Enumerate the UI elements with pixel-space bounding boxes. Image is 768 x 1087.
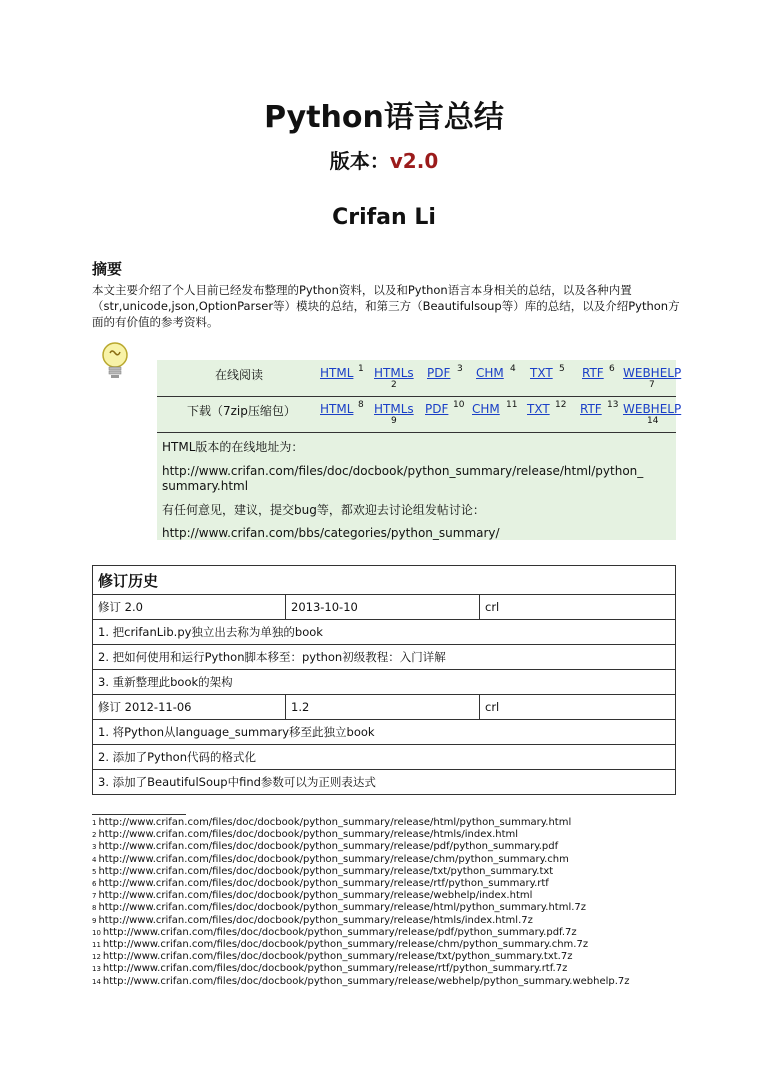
footnote-ref: 10: [453, 400, 465, 410]
footnote-item: $^8$ http://www.crifan.com/files/doc/docbook/python_summary/release/html/python_summary.html.7z: [92, 902, 587, 914]
table-row: [93, 695, 676, 720]
revision-history-heading: 修订历史: [93, 566, 676, 595]
footnote-url[interactable]: http://www.crifan.com/files/doc/docbook/python_summary/release/pdf/python_summary.pdf.7z: [102, 926, 577, 938]
revision-number: 修订 2012-11-06: [93, 695, 286, 720]
online-htmls-link[interactable]: HTMLs: [374, 366, 414, 380]
footnote-url[interactable]: http://www.crifan.com/files/doc/docbook/python_summary/release/txt/python_summary.txt.7z: [102, 951, 573, 963]
online-pdf-link[interactable]: PDF: [427, 366, 451, 380]
revision-item: 2. 把如何使用和运行Python脚本移至：python初级教程：入门详解: [93, 645, 676, 670]
table-row: [93, 620, 676, 645]
footnote-item: $^{11}$ http://www.crifan.com/files/doc/docbook/python_summary/release/chm/python_summary.chm.7z: [92, 939, 589, 951]
footnote-ref: 8: [358, 400, 364, 410]
footnotes: [92, 817, 630, 988]
footnote-ref: 13: [607, 400, 619, 410]
table-row: [93, 770, 676, 795]
revision-item: 2. 添加了Python代码的格式化: [93, 745, 676, 770]
footnote-item: $^{12}$ http://www.crifan.com/files/doc/docbook/python_summary/release/txt/python_summary.txt.7z: [92, 951, 573, 963]
online-webhelp-link[interactable]: WEBHELP: [623, 366, 682, 380]
download-chm-link[interactable]: CHM: [472, 402, 500, 416]
footnote-item: $^4$ http://www.crifan.com/files/doc/docbook/python_summary/release/chm/python_summary.chm: [92, 853, 569, 865]
version-value: v2.0: [389, 149, 439, 173]
revision-number: 修订 2.0: [93, 595, 286, 620]
document-title: Python语言总结: [264, 100, 504, 135]
footnote-url[interactable]: http://www.crifan.com/files/doc/docbook/python_summary/release/webhelp/python_summary.webhelp.7z: [102, 975, 630, 987]
footnote-ref: 5: [559, 364, 565, 374]
footnote-item: $^2$ http://www.crifan.com/files/doc/docbook/python_summary/release/htmls/index.html: [92, 829, 519, 841]
revision-item: 1. 将Python从language_summary移至此独立book: [93, 720, 676, 745]
footnote-item: $^5$ http://www.crifan.com/files/doc/docbook/python_summary/release/txt/python_summary.txt: [92, 865, 554, 877]
download-label: 下载（7zip压缩包）: [187, 404, 296, 418]
version-line: [0, 145, 768, 174]
table-row: [93, 670, 676, 695]
online-read-label: 在线阅读: [215, 368, 264, 382]
footnote-url[interactable]: http://www.crifan.com/files/doc/docbook/python_summary/release/chm/python_summary.chm.7z: [102, 939, 589, 951]
download-htmls-link[interactable]: HTMLs: [374, 402, 414, 416]
download-pdf-link[interactable]: PDF: [425, 402, 449, 416]
footnote-url[interactable]: http://www.crifan.com/files/doc/docbook/python_summary/release/htmls/index.html.7z: [98, 914, 533, 926]
table-row: [93, 720, 676, 745]
revision-item: 3. 添加了BeautifulSoup中find参数可以为正则表达式: [93, 770, 676, 795]
footnote-ref: 6: [609, 364, 615, 374]
footnote-ref: 14: [647, 416, 659, 426]
online-chm-link[interactable]: CHM: [476, 366, 504, 380]
footnote-ref: 12: [555, 400, 567, 410]
footnote-url[interactable]: http://www.crifan.com/files/doc/docbook/python_summary/release/pdf/python_summary.pdf: [98, 841, 559, 853]
abstract-text: 本文主要介绍了个人目前已经发布整理的Python资料，以及和Python语言本身相关的总结，以及各种内置（str,unicode,json,OptionParser等）模块的总结，和第三方（Beautifulsoup等）库的总结，以及介绍Python方面的有价值的参考资料。: [92, 283, 680, 329]
footnote-ref: 2: [391, 380, 397, 390]
footnote-item: $^6$ http://www.crifan.com/files/doc/docbook/python_summary/release/rtf/python_summary.rtf: [92, 878, 549, 890]
feedback-label: 有任何意见，建议，提交bug等，都欢迎去讨论组发帖讨论：: [162, 503, 485, 517]
footnote-item: $^3$ http://www.crifan.com/files/doc/docbook/python_summary/release/pdf/python_summary.pdf: [92, 841, 559, 853]
version-label: 版本：: [329, 149, 390, 173]
footnote-url[interactable]: http://www.crifan.com/files/doc/docbook/python_summary/release/html/python_summary.html.7z: [98, 902, 587, 914]
table-row: [93, 595, 676, 620]
footnote-ref: 9: [391, 416, 397, 426]
abstract-heading: 摘要: [92, 260, 123, 278]
revision-author: crl: [480, 695, 676, 720]
online-url-part-2: summary.html: [162, 479, 249, 493]
footnote-item: $^{14}$ http://www.crifan.com/files/doc/docbook/python_summary/release/webhelp/python_summary.webhelp.7z: [92, 975, 630, 987]
online-url-part-1: http://www.crifan.com/files/doc/docbook/python_summary/release/html/python_: [162, 464, 644, 478]
online-address-label: HTML版本的在线地址为：: [162, 440, 304, 454]
footnote-url[interactable]: http://www.crifan.com/files/doc/docbook/python_summary/release/webhelp/index.html: [98, 890, 533, 902]
revision-date: 1.2: [286, 695, 480, 720]
feedback-url-link[interactable]: http://www.crifan.com/bbs/categories/python_summary/: [162, 526, 500, 540]
lightbulb-icon: [98, 340, 132, 380]
download-txt-link[interactable]: TXT: [527, 402, 550, 416]
footnote-ref: 4: [510, 364, 516, 374]
revision-author: crl: [480, 595, 676, 620]
revision-item: 1. 把crifanLib.py独立出去称为单独的book: [93, 620, 676, 645]
footnote-ref: 7: [649, 380, 655, 390]
table-row: [93, 645, 676, 670]
footnote-item: $^{10}$ http://www.crifan.com/files/doc/docbook/python_summary/release/pdf/python_summary.pdf.7z: [92, 926, 577, 938]
footnote-item: $^1$ http://www.crifan.com/files/doc/docbook/python_summary/release/html/python_summary.html: [92, 817, 572, 828]
online-txt-link[interactable]: TXT: [530, 366, 553, 380]
download-webhelp-link[interactable]: WEBHELP: [623, 402, 682, 416]
download-rtf-link[interactable]: RTF: [580, 402, 602, 416]
footnote-url[interactable]: http://www.crifan.com/files/doc/docbook/python_summary/release/chm/python_summary.chm: [98, 853, 569, 865]
footnote-url[interactable]: http://www.crifan.com/files/doc/docbook/python_summary/release/txt/python_summary.txt: [98, 865, 554, 877]
table-row: [93, 745, 676, 770]
online-read-row: [157, 360, 682, 397]
footnote-divider: [92, 814, 186, 815]
footnote-url[interactable]: http://www.crifan.com/files/doc/docbook/python_summary/release/rtf/python_summary.rtf.7z: [102, 963, 568, 975]
revision-item: 3. 重新整理此book的架构: [93, 670, 676, 695]
author-name: Crifan Li: [332, 205, 436, 230]
online-rtf-link[interactable]: RTF: [582, 366, 604, 380]
footnote-ref: 3: [457, 364, 463, 374]
revision-history-table: [92, 565, 676, 795]
footnote-item: $^7$ http://www.crifan.com/files/doc/docbook/python_summary/release/webhelp/index.html: [92, 890, 533, 902]
footnote-url[interactable]: http://www.crifan.com/files/doc/docbook/python_summary/release/rtf/python_summary.rtf: [98, 878, 549, 890]
footnote-url[interactable]: http://www.crifan.com/files/doc/docbook/python_summary/release/htmls/index.html: [98, 829, 519, 841]
footnote-ref: 1: [358, 364, 364, 374]
online-url-link[interactable]: [162, 464, 643, 493]
footnote-item: $^9$ http://www.crifan.com/files/doc/docbook/python_summary/release/htmls/index.html.7z: [92, 914, 533, 926]
footnote-ref: 11: [506, 400, 518, 410]
download-html-link[interactable]: HTML: [320, 402, 354, 416]
revision-date: 2013-10-10: [286, 595, 480, 620]
download-row: [157, 396, 682, 433]
footnote-item: $^{13}$ http://www.crifan.com/files/doc/docbook/python_summary/release/rtf/python_summary.rtf.7z: [92, 963, 568, 975]
online-html-link[interactable]: HTML: [320, 366, 354, 380]
footnote-url[interactable]: http://www.crifan.com/files/doc/docbook/python_summary/release/html/python_summary.html: [98, 817, 572, 828]
